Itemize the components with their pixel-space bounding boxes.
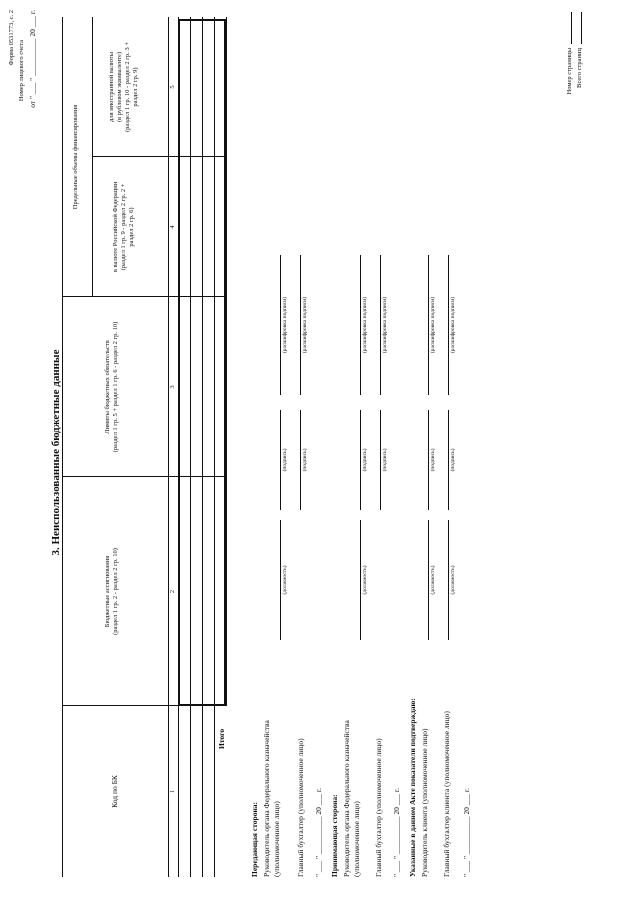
col-num-4: 4 <box>169 225 176 229</box>
cap-signature-1: (подпись) <box>282 448 288 472</box>
client-head-label: Руководитель клиента (уполномоченное лицо) <box>420 728 429 877</box>
col-num-2: 2 <box>169 589 176 594</box>
section-title: 3. Неиспользованные бюджетные данные <box>50 349 62 556</box>
total-label: Итого <box>217 728 226 749</box>
receiving-accountant-label: Главный бухгалтер (уполномоченное лицо) <box>374 738 383 877</box>
cap-decoding-2: (расшифровка подписи) <box>302 296 308 354</box>
col-limits-header: Лимиты бюджетных обязательств (раздел 1 гр. 5 + раздел 1 гр. 6 - раздел 2 гр. 10) <box>104 321 119 453</box>
passing-authorized-label: (уполномоченное лицо) <box>272 801 281 877</box>
col-num-3: 3 <box>169 385 176 389</box>
cap-signature-4: (подпись) <box>382 448 388 472</box>
passing-date: " ___ " __________ 20 ___ г. <box>314 788 323 877</box>
receiving-head-label: Руководитель органа Федерального казначейства <box>342 720 351 877</box>
col-rub-header: в валюте Российской Федерации (раздел 1 гр. 9 - раздел 2 гр. 2 + раздел 2 гр. 6) <box>112 181 135 273</box>
col-financing-group-header: Предельные объемы финансирования <box>72 104 79 210</box>
cap-signature-6: (подпись) <box>450 448 456 472</box>
page-number-label: Номер страницы <box>566 48 573 95</box>
receiving-side-label: Принимающая сторона: <box>330 794 339 877</box>
cap-position-6: (должность) <box>450 565 456 595</box>
passing-accountant-label: Главный бухгалтер (уполномоченное лицо) <box>296 738 305 877</box>
date-from: от " ___ " __________ 20 ___ г. <box>28 10 37 108</box>
cap-signature-2: (подпись) <box>302 448 308 472</box>
passing-head-label: Руководитель органа Федерального казначейства <box>262 720 271 877</box>
account-number-label: Номер лицевого счета <box>18 40 25 102</box>
cap-signature-5: (подпись) <box>430 448 436 472</box>
col-foreign-header: для иностранной валюты (в рублевом эквиваленте) (раздел 1 гр. 10 - раздел 2 гр. 3 + раздел 2 гр. 9) <box>108 42 139 132</box>
col-num-5: 5 <box>169 85 176 89</box>
cap-decoding-4: (расшифровка подписи) <box>382 296 388 354</box>
col-num-1: 1 <box>169 789 176 794</box>
receiving-date: " ___ " __________ 20 ___ г. <box>392 788 401 877</box>
cap-position-3: (должность) <box>362 565 368 595</box>
confirm-label: Указанные в данном Акте показатели подтверждаю: <box>408 698 417 877</box>
budget-table <box>62 17 242 877</box>
cap-signature-3: (подпись) <box>362 448 368 472</box>
cap-position-5: (должность) <box>430 565 436 595</box>
cap-decoding-1: (расшифровка подписи) <box>282 296 288 354</box>
passing-side-label: Передающая сторона: <box>250 801 259 877</box>
cap-decoding-5: (расшифровка подписи) <box>430 296 436 354</box>
cap-decoding-6: (расшифровка подписи) <box>450 296 456 354</box>
client-date: " ___ " __________ 20 ___ г. <box>462 788 471 877</box>
cap-decoding-3: (расшифровка подписи) <box>362 296 368 354</box>
receiving-authorized-label: (уполномоченное лицо) <box>352 801 361 877</box>
col-code-header: Код по БК <box>110 775 119 808</box>
total-pages-label: Всего страниц <box>576 48 583 88</box>
cap-position-1: (должность) <box>282 565 288 595</box>
form-number: Форма 0531773, с. 2 <box>8 10 15 66</box>
data-rows-box <box>178 19 226 706</box>
col-budget-allocations-header: Бюджетные ассигнования (раздел 1 гр. 2 - раздел 2 гр. 10) <box>104 548 119 635</box>
client-accountant-label: Главный бухгалтер клиента (уполномоченное лицо) <box>442 711 451 877</box>
